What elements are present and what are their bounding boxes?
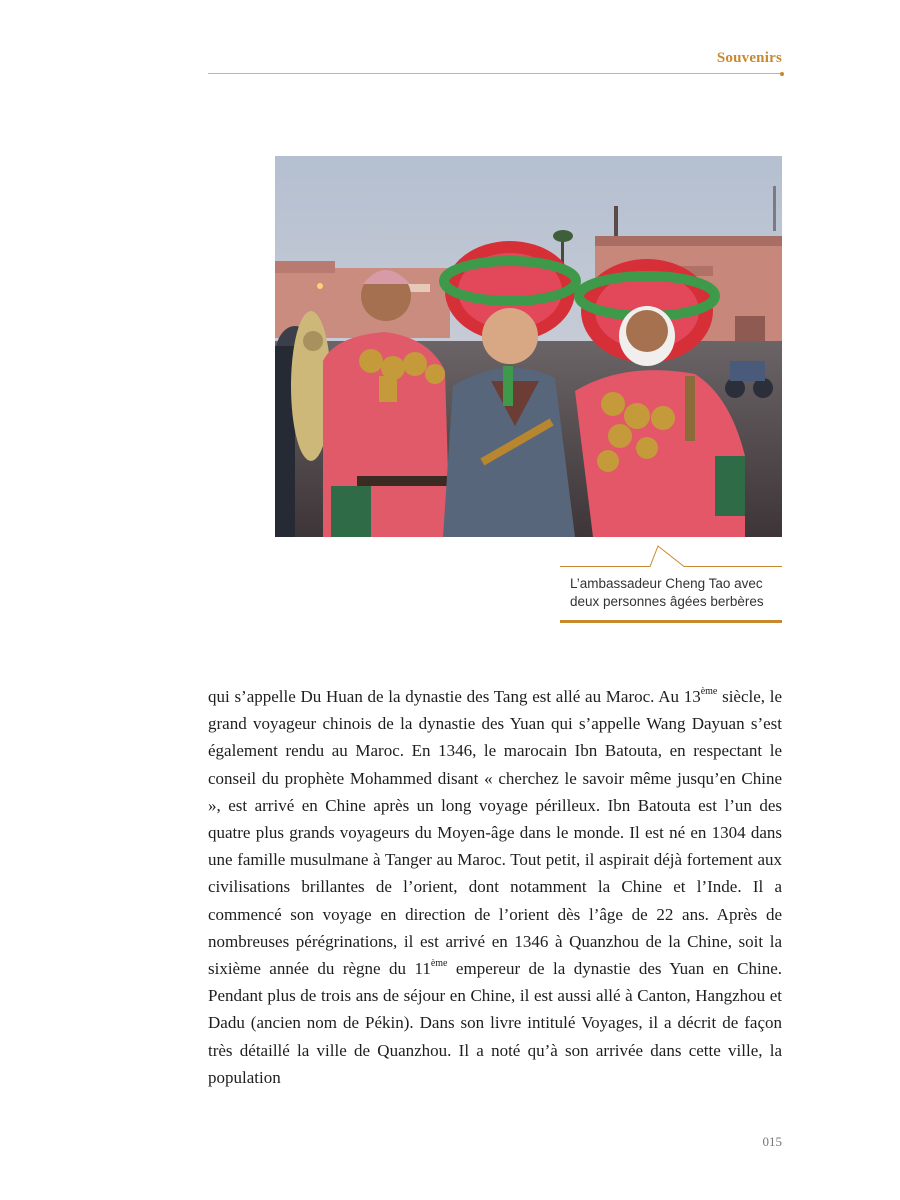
header-rule-dot <box>780 72 784 76</box>
photo-ambassador-with-water-sellers <box>275 156 782 537</box>
header-rule <box>208 73 782 74</box>
text-segment: qui s’appelle Du Huan de la dynastie des Tang est allé au Maroc. Au 13 <box>208 687 701 706</box>
section-title: Souvenirs <box>716 50 782 66</box>
caption-pointer <box>560 545 782 575</box>
superscript: ème <box>700 686 718 698</box>
body-text <box>208 683 782 1091</box>
text-segment: siècle, le grand voyageur chinois de la dynastie des Yuan qui s’appelle Wang Dayuan s’est également rendu au Maroc. En 1346, le marocain Ibn Batouta, en respectant le conseil du prophète Mohammed disant « cherchez le savoir même jusqu’en Chine », est arrivé en Chine après un long voyage périlleux. Ibn Batouta est l’un des quatre plus grands voyageurs du Moyen-âge dans le monde. Il est né en 1304 dans une famille musulmane à Tanger au Maroc. Tout petit, il aspirait déjà fortement aux civilisations brillantes de l’orient, dont notamment la Chine et l’Inde. Il a commencé son voyage en direction de l’orient dès l’âge de 22 ans. Après de nombreuses pérégrinations, il est arrivé en 1346 à Quanzhou de la Chine, soit la sixième année du règne du 11 <box>208 687 783 979</box>
superscript: ème <box>430 958 448 970</box>
paragraph <box>208 683 782 1091</box>
caption-underline <box>560 620 782 623</box>
running-header <box>208 48 782 74</box>
caption-text: L’ambassadeur Cheng Tao avec deux personnes âgées berbères <box>570 576 764 609</box>
photo-caption <box>560 545 782 625</box>
page-number: 015 <box>762 1134 782 1149</box>
text-segment: empereur de la dynastie des Yuan en Chine. Pendant plus de trois ans de séjour en Chine, il est aussi allé à Canton, Hangzhou et Dadu (ancien nom de Pékin). Dans son livre intitulé Voyages, il a décrit de façon très détaillé la ville de Quanzhou. Il a noté qu’à son arrivée dans cette ville, la population <box>208 959 782 1087</box>
